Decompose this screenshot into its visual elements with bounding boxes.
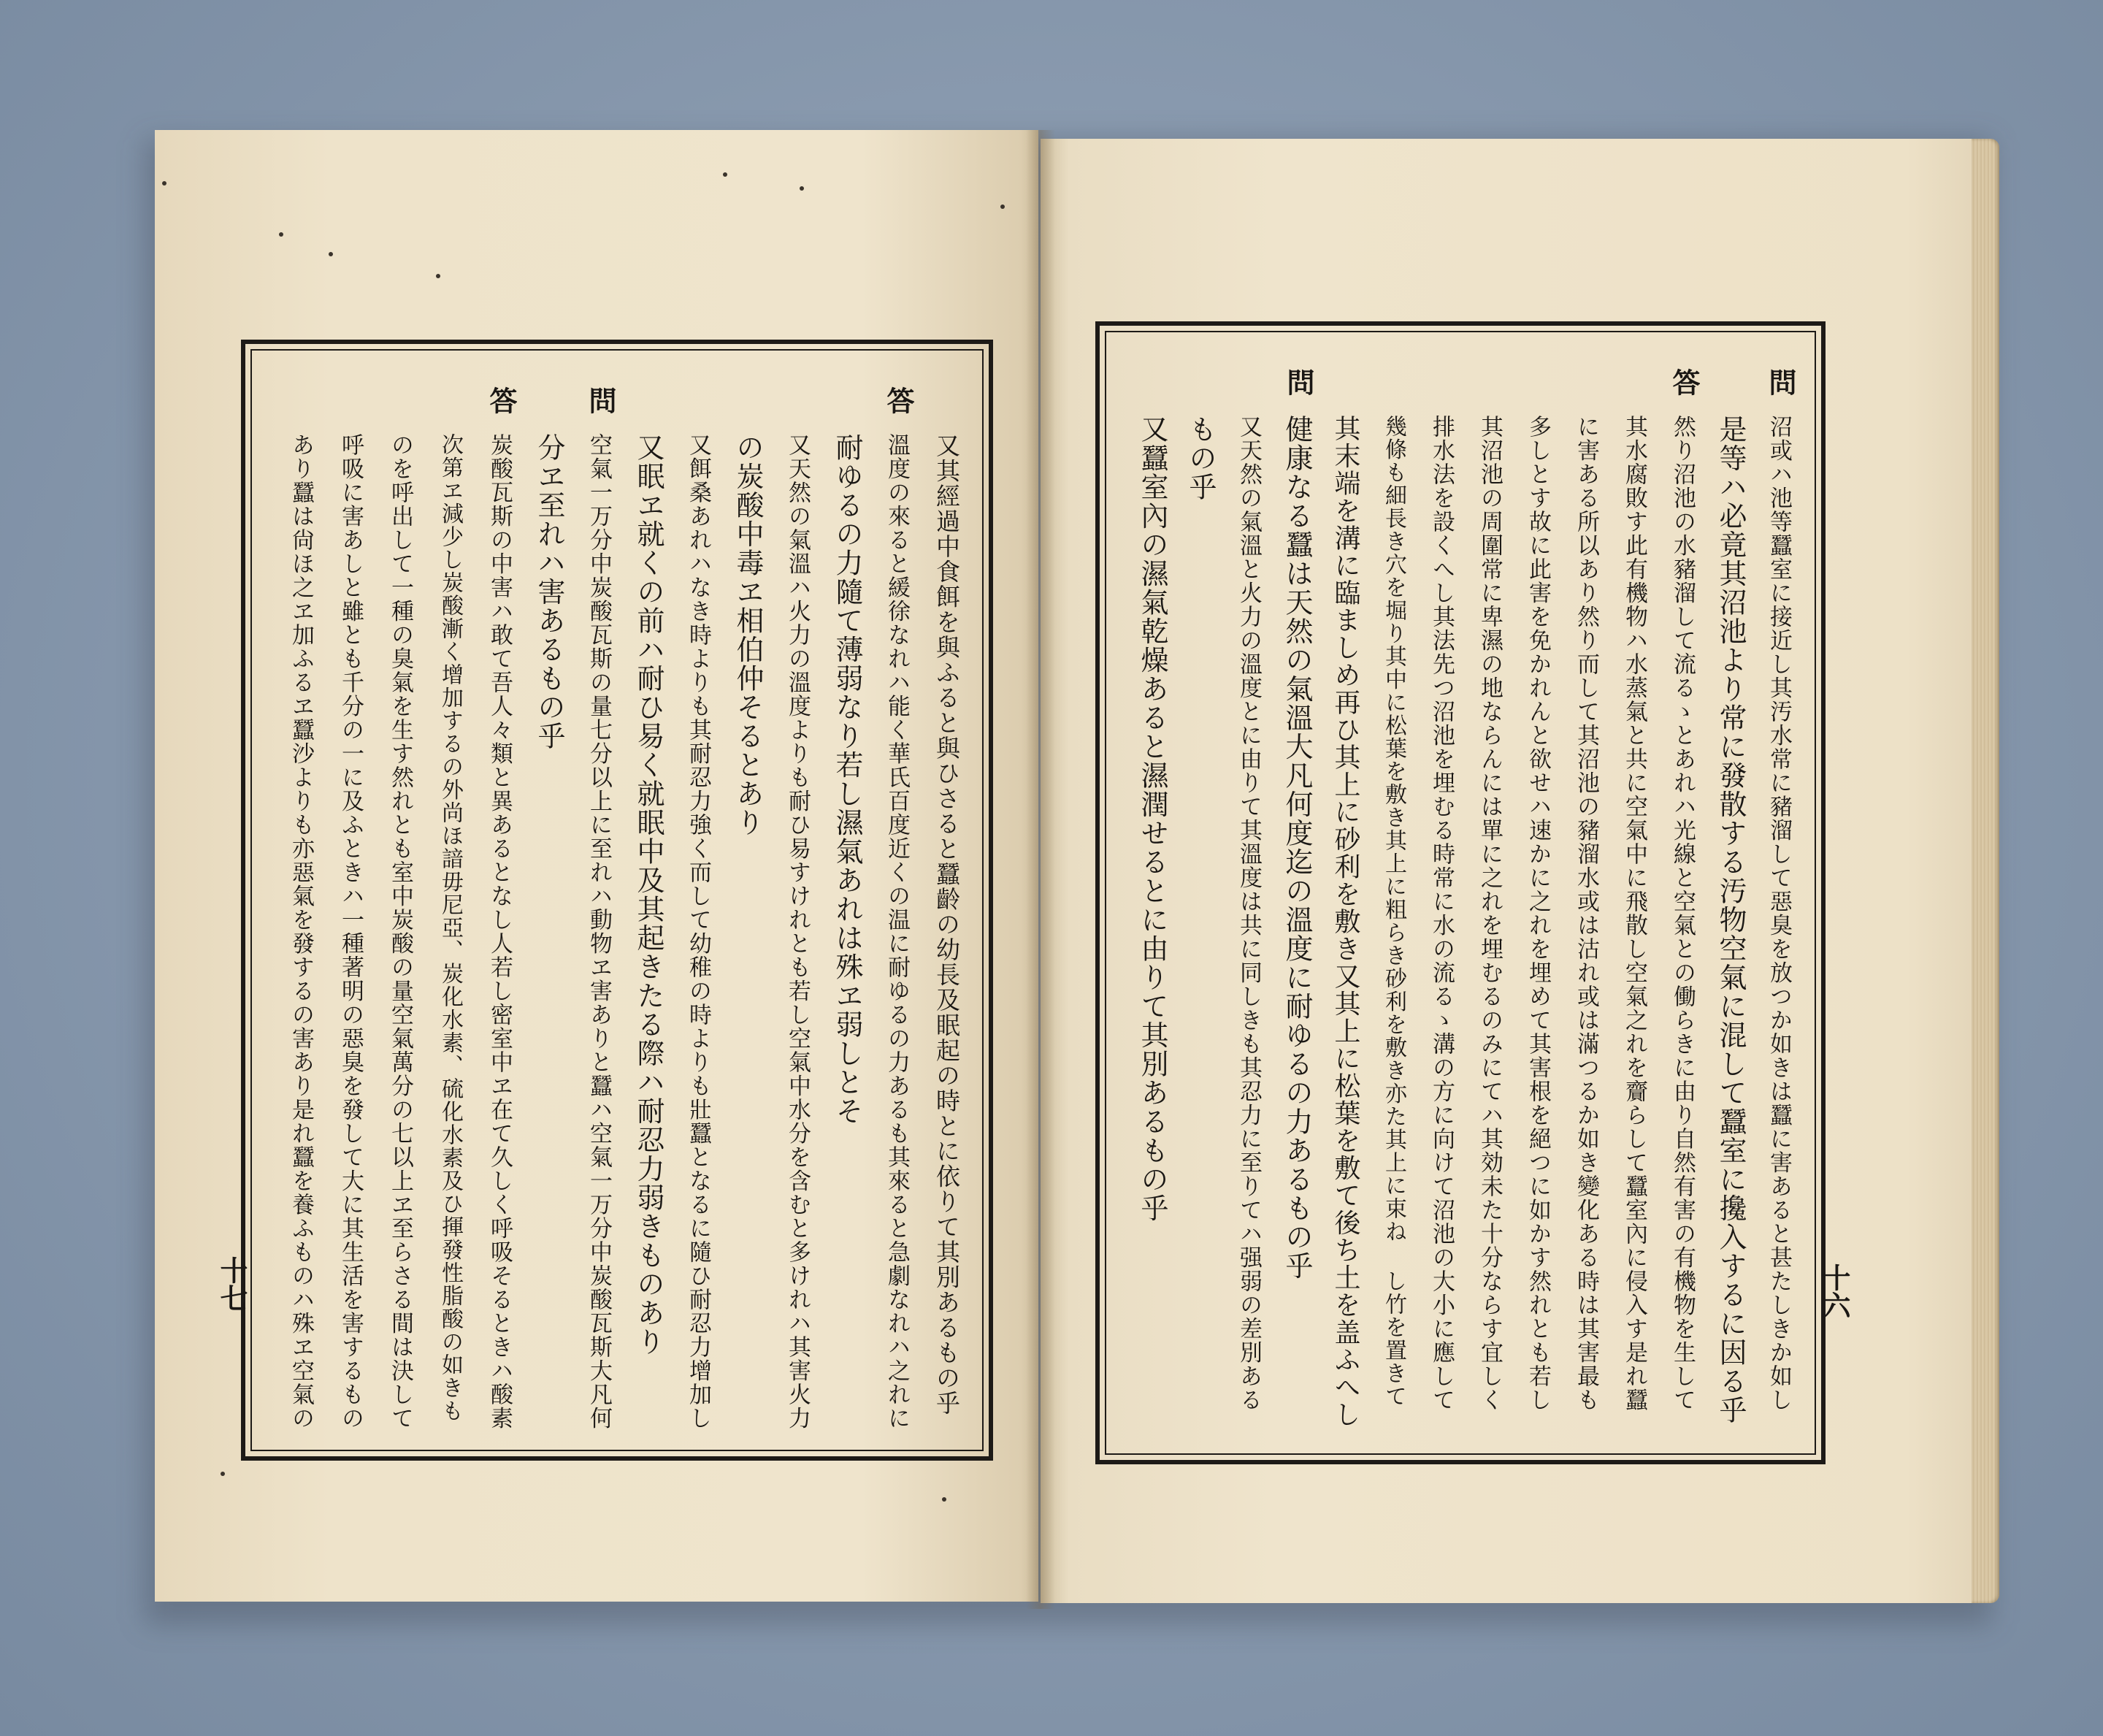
page-edges: [1972, 139, 1999, 1603]
column-text: に害ある所以あり然り而して其沼池の豬溜水或は沽れ或は滿つるか如き變化ある時は其害最も: [1573, 415, 1599, 1412]
column-text: 多しとす故に此害を免かれんと欲せハ速かに之れを埋めて其害根を絕つに如かす然れとも若し: [1525, 415, 1551, 1412]
text-column: [1560, 349, 1608, 1437]
column-text: 空氣一万分中炭酸瓦斯の量七分以上に至れハ動物ヱ害ありと蠶ハ空氣一万分中炭酸瓦斯大凡何: [586, 433, 612, 1430]
question-answer-label: [621, 367, 670, 433]
text-column: [1608, 349, 1656, 1437]
column-text: 其末端を溝に臨ましめ再ひ其上に砂利を敷き又其上に松葉を敷て後ち土を盖ふへし: [1330, 415, 1360, 1429]
question-answer-label: 問: [1282, 368, 1315, 396]
text-column: [869, 367, 919, 1433]
column-text: 沼或ハ池等蠶室に接近し其汚水常に豬溜して惡臭を放つか如きは蠶に害あると甚たしきか如し: [1766, 415, 1792, 1412]
question-answer-label: 問: [584, 386, 617, 414]
text-column: [1415, 349, 1463, 1437]
paper-speck: [800, 186, 804, 191]
question-answer-label: [273, 367, 323, 433]
right-text-columns: [1120, 349, 1801, 1437]
text-column: [770, 367, 819, 1433]
question-answer-label: [1126, 349, 1174, 415]
column-text: 健康なる蠶は天然の氣溫大凡何度迄の溫度に耐ゆるの力あるもの乎: [1281, 415, 1313, 1280]
column-text: もの乎: [1184, 415, 1217, 502]
question-answer-label: [1367, 349, 1415, 415]
question-answer-label: [670, 367, 720, 433]
text-column: [372, 367, 422, 1433]
column-text: 分ヱ至れハ害あるもの乎: [533, 433, 565, 751]
paper-speck: [942, 1497, 946, 1502]
column-text: のを呼出して一種の臭氣を生す然れとも室中炭酸の量空氣萬分の七以上ヱ至らさる間は決して: [387, 433, 413, 1430]
text-column: [1319, 349, 1367, 1437]
text-column: [1752, 349, 1801, 1437]
text-column: [1367, 349, 1415, 1437]
column-text: 溫度の來ると緩徐なれハ能く華氏百度近くの温に耐ゆるの力あるも其來ると急劇なれハ之れに: [884, 433, 910, 1430]
text-column: [1463, 349, 1512, 1437]
column-text: 又餌桑あれハなき時よりも其耐忍力強く而して幼稚の時よりも壯蠶となるに隨ひ耐忍力增加し: [685, 433, 711, 1430]
question-answer-label: [720, 367, 770, 433]
question-answer-label: [1319, 349, 1367, 415]
left-page-number: 十七: [215, 1256, 248, 1312]
question-answer-label: [819, 367, 869, 433]
column-text: の炭酸中毒ヱ相伯仲そるとあり: [732, 433, 764, 837]
column-text: 其沼池の周圍常に卑濕の地ならんには單に之れを埋むるのみにてハ其効未た十分ならす宜しく: [1476, 415, 1503, 1412]
text-column: [621, 367, 670, 1433]
left-text-frame: [241, 340, 993, 1461]
question-answer-label: 答: [485, 386, 518, 414]
question-answer-label: [1608, 349, 1656, 415]
text-column: [422, 367, 472, 1433]
question-answer-label: [919, 367, 968, 433]
question-answer-label: [521, 367, 571, 433]
paper-speck: [436, 274, 440, 278]
question-answer-label: [1512, 349, 1560, 415]
question-answer-label: [1704, 349, 1752, 415]
column-text: 幾條も細長き穴を堀り其中に松葉を敷き其上に粗らき砂利を敷き亦た其上に束ね し竹を置きて: [1381, 415, 1406, 1408]
column-text: 排水法を設くへし其法先つ沼池を埋むる時常に水の流るゝ溝の方に向けて沼池の大小に應して: [1428, 415, 1455, 1412]
question-answer-label: [1174, 349, 1222, 415]
text-column: [1222, 349, 1271, 1437]
question-answer-label: 答: [882, 386, 915, 414]
question-answer-label: 答: [1668, 368, 1701, 396]
column-text: 又天然の氣溫と火力の溫度とに由りて其溫度は共に同しきも其忍力に至りてハ强弱の差別ある: [1236, 415, 1262, 1412]
right-text-frame: [1095, 321, 1826, 1464]
book-gutter: [1026, 130, 1055, 1609]
question-answer-label: [1222, 349, 1271, 415]
text-column: [1656, 349, 1704, 1437]
text-column: [819, 367, 869, 1433]
question-answer-label: [1415, 349, 1463, 415]
text-column: [1704, 349, 1752, 1437]
column-text: あり蠶は尙ほ之ヱ加ふるヱ蠶沙よりも亦惡氣を發するの害あり是れ蠶を養ふものハ殊ヱ空氣の: [288, 433, 314, 1430]
left-text-columns: [266, 367, 968, 1433]
column-text: 次第ヱ減少し炭酸漸く增加するの外尚ほ諳毋尼亞、炭化水素、硫化水素及ひ揮發性脂酸の如きも: [437, 433, 463, 1423]
paper-speck: [221, 1472, 225, 1476]
text-column: [472, 367, 521, 1433]
paper-speck: [279, 232, 283, 237]
paper-speck: [329, 252, 333, 256]
text-column: [919, 367, 968, 1433]
question-answer-label: [422, 367, 472, 433]
text-column: [670, 367, 720, 1433]
right-page-number: 十六: [1818, 1263, 1851, 1319]
text-column: [1126, 349, 1174, 1437]
paper-speck: [162, 181, 166, 186]
question-answer-label: [372, 367, 422, 433]
text-column: [521, 367, 571, 1433]
text-column: [323, 367, 372, 1433]
column-text: 呼吸に害あしと雖とも千分の一に及ふときハ一種著明の惡臭を發して大に其生活を害するもの: [337, 433, 364, 1430]
text-column: [720, 367, 770, 1433]
column-text: 又眠ヱ就くの前ハ耐ひ易く就眠中及其起きたる際ハ耐忍力弱きものあり: [632, 433, 664, 1356]
column-text: 耐ゆるの力隨て薄弱なり若し濕氣あれは殊ヱ弱しとそ: [831, 433, 863, 1125]
column-text: 是等ハ必竟其沼池より常に發散する汚物空氣に混して蠶室に攙入するに因る乎: [1715, 415, 1747, 1425]
column-text: 然り沼池の水豬溜して流るゝとあれハ光線と空氣との働らきに由り自然有害の有機物を生して: [1669, 415, 1696, 1412]
text-column: [1512, 349, 1560, 1437]
paper-speck: [723, 172, 727, 177]
text-column: [1174, 349, 1222, 1437]
text-column: [571, 367, 621, 1433]
question-answer-label: [770, 367, 819, 433]
paper-speck: [1000, 204, 1005, 209]
column-text: 其水腐敗す此有機物ハ水蒸氣と共に空氣中に飛散し空氣之れを齎らして蠶室內に侵入す是れ蠶: [1621, 415, 1647, 1412]
text-column: [1271, 349, 1319, 1437]
column-text: 又其經過中食餌を與ふると與ひさると蠶齡の幼長及眠起の時とに依りて其別あるもの乎: [932, 433, 961, 1416]
question-answer-label: [1463, 349, 1512, 415]
column-text: 又蠶室內の濕氣乾燥あると濕潤せるとに由りて其別あるもの乎: [1136, 415, 1168, 1223]
text-column: [273, 367, 323, 1433]
question-answer-label: 問: [1764, 368, 1797, 396]
column-text: 炭酸瓦斯の中害ハ敢て吾人々類と異あるとなし人若し密室中ヱ在て久しく呼吸そるときハ酸素: [486, 433, 513, 1430]
question-answer-label: [1560, 349, 1608, 415]
question-answer-label: [323, 367, 372, 433]
column-text: 又天然の氣溫ハ火力の溫度よりも耐ひ易すけれとも若し空氣中水分を含むと多けれハ其害火力: [784, 433, 811, 1430]
